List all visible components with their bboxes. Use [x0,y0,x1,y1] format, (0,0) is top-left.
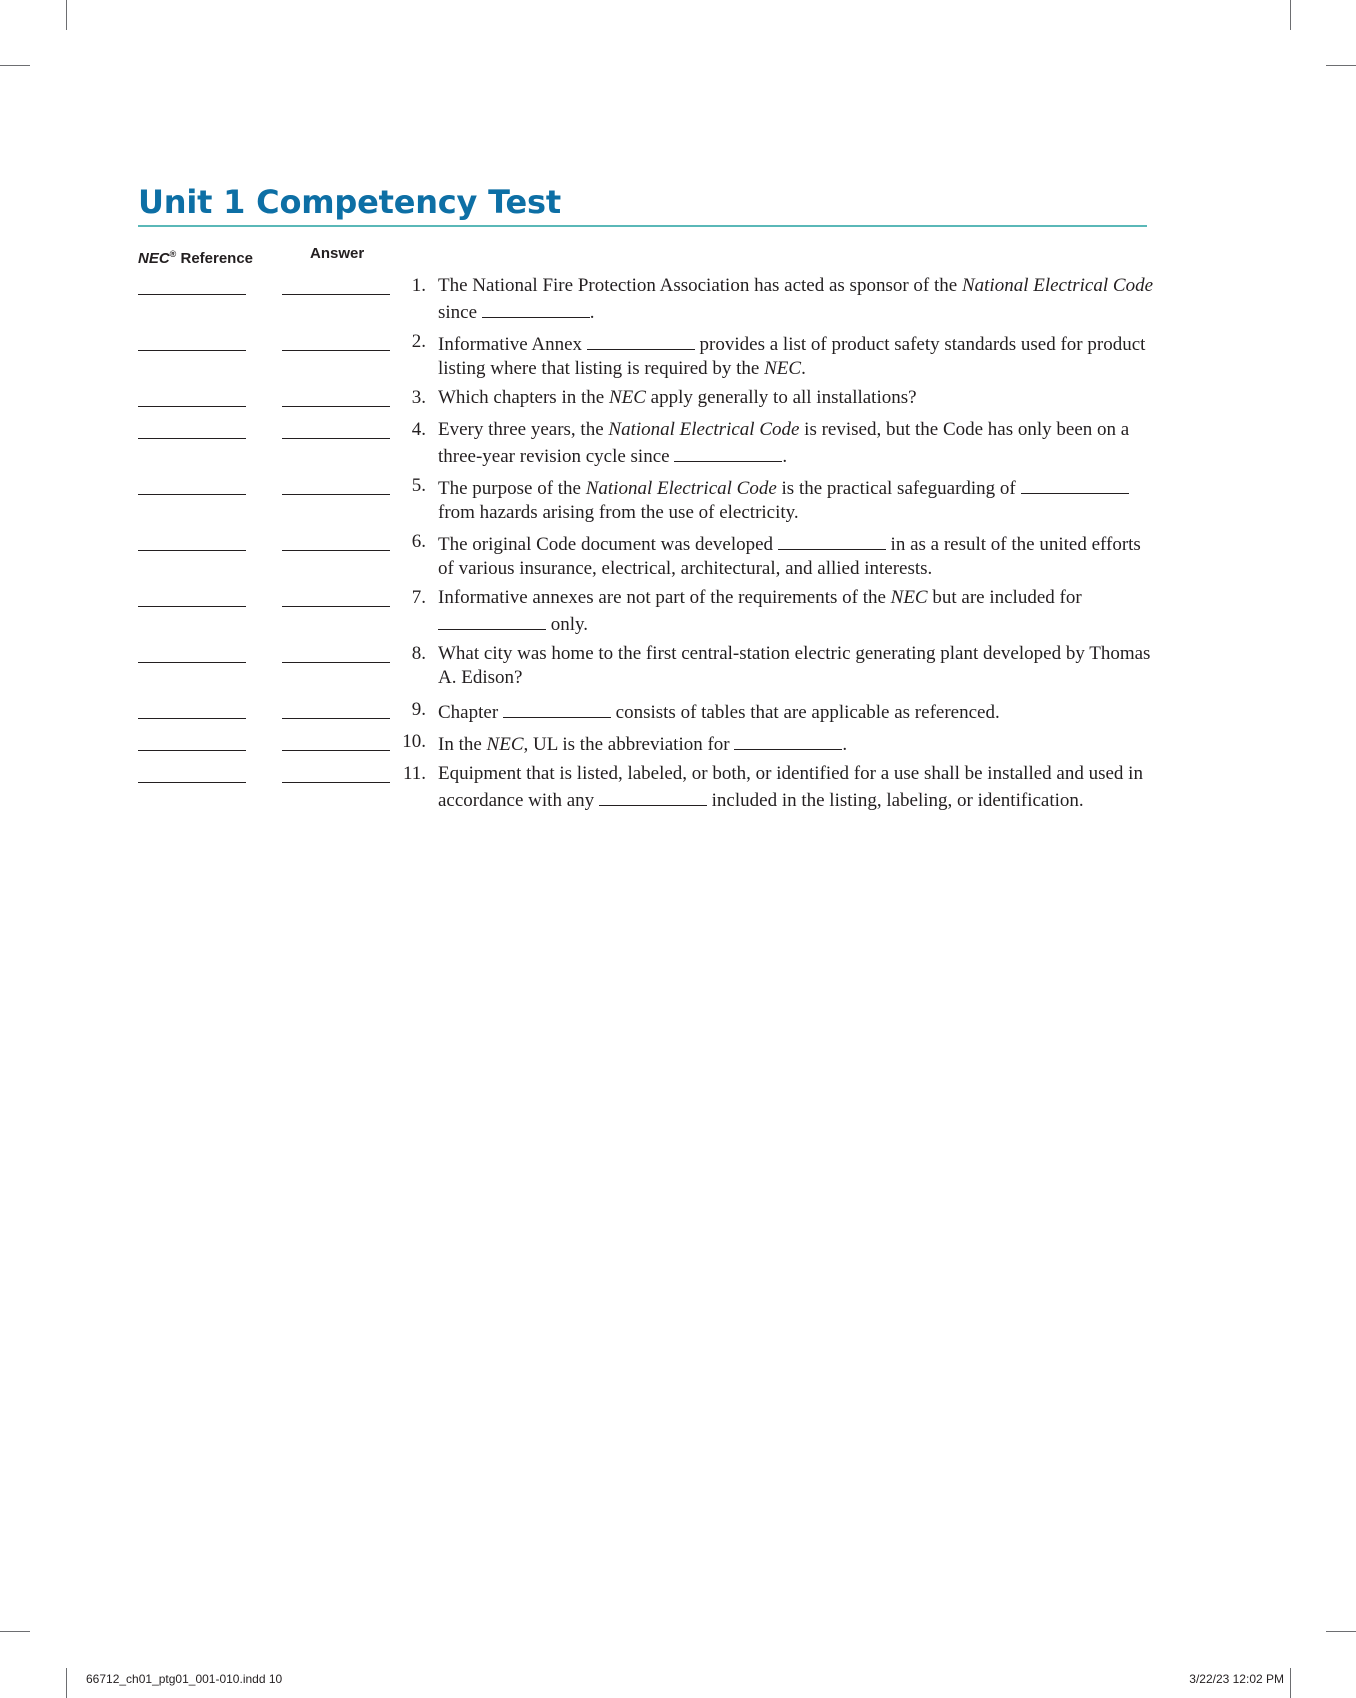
question-text [438,386,1158,410]
question-number: 7. [411,587,426,608]
question-text [438,698,1158,725]
question-text-segment: Informative annexes are not part of the requirements of the [438,587,891,608]
question-text-segment: is revised, but the Code has only been on a three-year revision cycle since [438,419,1130,467]
italic-term: NEC [608,387,646,408]
question-number: 8. [411,643,426,664]
crop-mark-bottom-left-vertical [66,1668,67,1698]
crop-mark-bottom-right-horizontal [1326,1631,1356,1632]
question-text-segment: What city was home to the first central-station electric generating plant developed by Thomas A. Edison? [438,643,1151,688]
question-number: 10. [402,731,426,752]
crop-mark-top-left-horizontal [0,65,30,66]
question-text-segment: In the [438,734,487,755]
answer-column-header: Answer [310,245,365,262]
fill-in-blank [482,298,590,318]
nec-reference-blank[interactable] [138,294,246,295]
question-number: 4. [411,419,426,440]
fill-in-blank [599,786,707,806]
question-text [438,730,1158,757]
question-number: 2. [411,331,426,352]
question-text-segment: in as a result of the united efforts of various insurance, electrical, architectural, and allied interests. [438,534,1141,579]
question-text [438,418,1158,469]
question-number: 1. [411,275,426,296]
answer-blank[interactable] [282,350,390,351]
registered-mark: ® [169,249,177,259]
question-number: 11. [402,763,426,784]
italic-term: NEC [890,587,928,608]
nec-reference-blank[interactable] [138,750,246,751]
question-text [438,330,1158,381]
fill-in-blank [734,730,842,750]
question-number: 3. [411,387,426,408]
nec-reference-blank[interactable] [138,438,246,439]
title-rule [138,225,1147,227]
answer-blank[interactable] [282,606,390,607]
question-text-segment: , UL is the abbreviation for [523,734,735,755]
answer-blank[interactable] [282,782,390,783]
nec-reference-column-header [138,245,253,268]
question-text [438,762,1158,813]
fill-in-blank [1021,474,1129,494]
italic-term: NEC [486,734,524,755]
question-text [438,274,1158,325]
nec-reference-blank[interactable] [138,718,246,719]
question-text-segment: The National Fire Protection Association has acted as sponsor of the [438,275,962,296]
question-text-segment: only. [546,614,589,635]
question-text-segment: . [842,734,848,755]
nec-reference-blank[interactable] [138,662,246,663]
answer-blank[interactable] [282,294,390,295]
question-text-segment: provides a list of product safety standards used for product listing where that listing is required by the [438,334,1146,379]
question-text-segment: . [782,446,788,467]
question-text [438,530,1158,581]
nec-abbreviation: NEC [138,250,170,267]
nec-reference-blank[interactable] [138,350,246,351]
question-text-segment: is the practical safeguarding of [776,478,1021,499]
italic-term: National Electrical Code [585,478,777,499]
crop-mark-top-left-vertical [66,0,67,30]
italic-term: National Electrical Code [608,419,800,440]
question-text [438,474,1158,525]
question-number: 9. [411,699,426,720]
question-text-segment: apply generally to all installations? [645,387,917,408]
question-text-segment: Chapter [438,702,503,723]
nec-reference-blank[interactable] [138,494,246,495]
answer-blank[interactable] [282,662,390,663]
nec-reference-blank[interactable] [138,406,246,407]
fill-in-blank [438,610,546,630]
question-text-segment: consists of tables that are applicable as referenced. [610,702,1000,723]
question-text-segment: from hazards arising from the use of electricity. [438,502,799,523]
crop-mark-top-right-vertical [1290,0,1291,30]
answer-blank[interactable] [282,438,390,439]
fill-in-blank [674,442,782,462]
footer-timestamp: 3/22/23 12:02 PM [1189,1672,1284,1686]
nec-reference-blank[interactable] [138,550,246,551]
question-text-segment: Every three years, the [438,419,609,440]
question-text-segment: Informative Annex [438,334,587,355]
question-text-segment: since [438,302,482,323]
question-number: 6. [411,531,426,552]
fill-in-blank [503,698,611,718]
question-text [438,586,1158,637]
question-text-segment: Which chapters in the [438,387,609,408]
page-title: Unit 1 Competency Test [138,183,561,221]
crop-mark-top-right-horizontal [1326,65,1356,66]
question-text-segment: The purpose of the [438,478,586,499]
reference-label: Reference [176,250,254,267]
question-text-segment: The original Code document was developed [438,534,778,555]
fill-in-blank [587,330,695,350]
question-number: 5. [411,475,426,496]
footer-file-info: 66712_ch01_ptg01_001-010.indd 10 [86,1672,283,1686]
answer-blank[interactable] [282,718,390,719]
nec-reference-blank[interactable] [138,606,246,607]
answer-blank[interactable] [282,406,390,407]
question-text-segment: . [589,302,595,323]
question-text [438,642,1158,690]
nec-reference-blank[interactable] [138,782,246,783]
answer-blank[interactable] [282,550,390,551]
italic-term: NEC [764,358,802,379]
fill-in-blank [778,530,886,550]
answer-blank[interactable] [282,494,390,495]
italic-term: National Electrical Code [961,275,1153,296]
crop-mark-bottom-left-horizontal [0,1631,30,1632]
question-text-segment: . [801,358,806,379]
crop-mark-bottom-right-vertical [1290,1668,1291,1698]
question-text-segment: Equipment that is listed, labeled, or both, or identified for a use shall be installed and used in accordance with any [438,763,1143,811]
question-text-segment: included in the listing, labeling, or identification. [706,790,1084,811]
question-text-segment: but are included for [927,587,1082,608]
answer-blank[interactable] [282,750,390,751]
